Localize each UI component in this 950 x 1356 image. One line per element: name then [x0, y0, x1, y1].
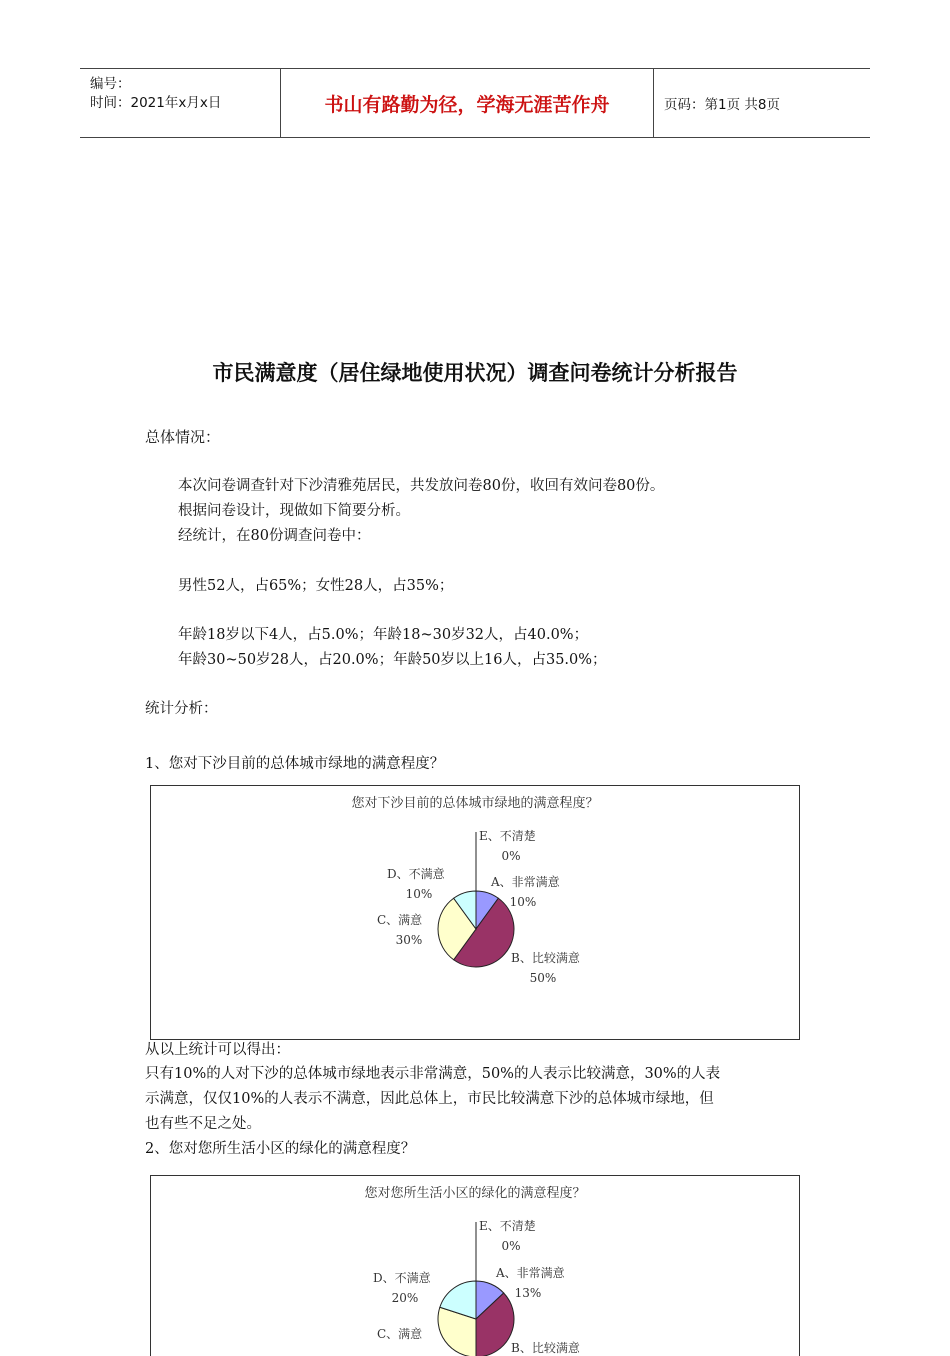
slice-value-label: 50% [529, 971, 557, 985]
chart-2 [151, 1176, 799, 1356]
age-stats-2: 年龄30~50岁28人，占20.0%；年龄50岁以上16人，占35.0%； [178, 652, 607, 668]
slice-label: A、非常满意 [491, 875, 560, 889]
slice-label: B、比较满意 [511, 1341, 580, 1355]
header-meta-cell [80, 69, 281, 137]
number-label: 编号： [90, 76, 131, 92]
question-2: 2、您对您所生活小区的绿化的满意程度？ [145, 1141, 416, 1157]
slice-value-label: 20% [391, 1291, 419, 1305]
overview-paragraph-2: 根据问卷设计，现做如下简要分析。 [178, 503, 410, 519]
analysis-heading: 统计分析： [145, 701, 218, 717]
document-title: 市民满意度（居住绿地使用状况）调查问卷统计分析报告 [212, 361, 738, 385]
slice-label: A、非常满意 [496, 1266, 565, 1280]
slice-value-label: 0% [501, 849, 521, 863]
conclusion-line-1: 只有10%的人对下沙的总体城市绿地表示非常满意，50%的人表示比较满意，30%的人表 [145, 1066, 721, 1082]
conclusion-line-2: 示满意，仅仅10%的人表示不满意，因此总体上，市民比较满意下沙的总体城市绿地，但 [145, 1091, 714, 1107]
overview-paragraph-3: 经统计，在80份调查问卷中： [178, 528, 371, 544]
gender-stats: 男性52人，占65%；女性28人，占35%； [178, 578, 454, 594]
motto: 书山有路勤为径，学海无涯苦作舟 [281, 69, 654, 137]
conclusion-heading: 从以上统计可以得出： [145, 1042, 290, 1058]
slice-value-label: 13% [514, 1286, 542, 1300]
chart-title: 您对下沙目前的总体城市绿地的满意程度？ [351, 796, 599, 811]
slice-label: C、满意 [377, 1327, 423, 1341]
overview-heading: 总体情况： [145, 428, 221, 446]
slice-label: C、满意 [377, 913, 423, 927]
slice-label: D、不满意 [373, 1271, 431, 1285]
slice-label: E、不清楚 [479, 1219, 536, 1233]
slice-value-label: 30% [395, 933, 423, 947]
age-stats-1: 年龄18岁以下4人，占5.0%；年龄18~30岁32人，占40.0%； [178, 627, 589, 643]
time-label: 时间：2021年x月x日 [90, 95, 222, 111]
question-1: 1、您对下沙目前的总体城市绿地的满意程度？ [145, 756, 445, 772]
slice-label: E、不清楚 [479, 829, 536, 843]
chart-1 [151, 786, 799, 1039]
conclusion-line-3: 也有些不足之处。 [145, 1116, 261, 1132]
slice-value-label: 10% [405, 887, 433, 901]
overview-paragraph-1: 本次问卷调查针对下沙清雅苑居民，共发放问卷80份，收回有效问卷80份。 [178, 478, 665, 494]
chart-title: 您对您所生活小区的绿化的满意程度？ [364, 1186, 586, 1201]
chart-1-frame [150, 785, 800, 1040]
page-number: 页码：第1页 共8页 [664, 97, 780, 113]
chart-2-frame [150, 1175, 800, 1356]
slice-label: B、比较满意 [511, 951, 580, 965]
page-header [80, 68, 870, 138]
slice-label: D、不满意 [387, 867, 445, 881]
slice-value-label: 10% [509, 895, 537, 909]
slice-value-label: 0% [501, 1239, 521, 1253]
